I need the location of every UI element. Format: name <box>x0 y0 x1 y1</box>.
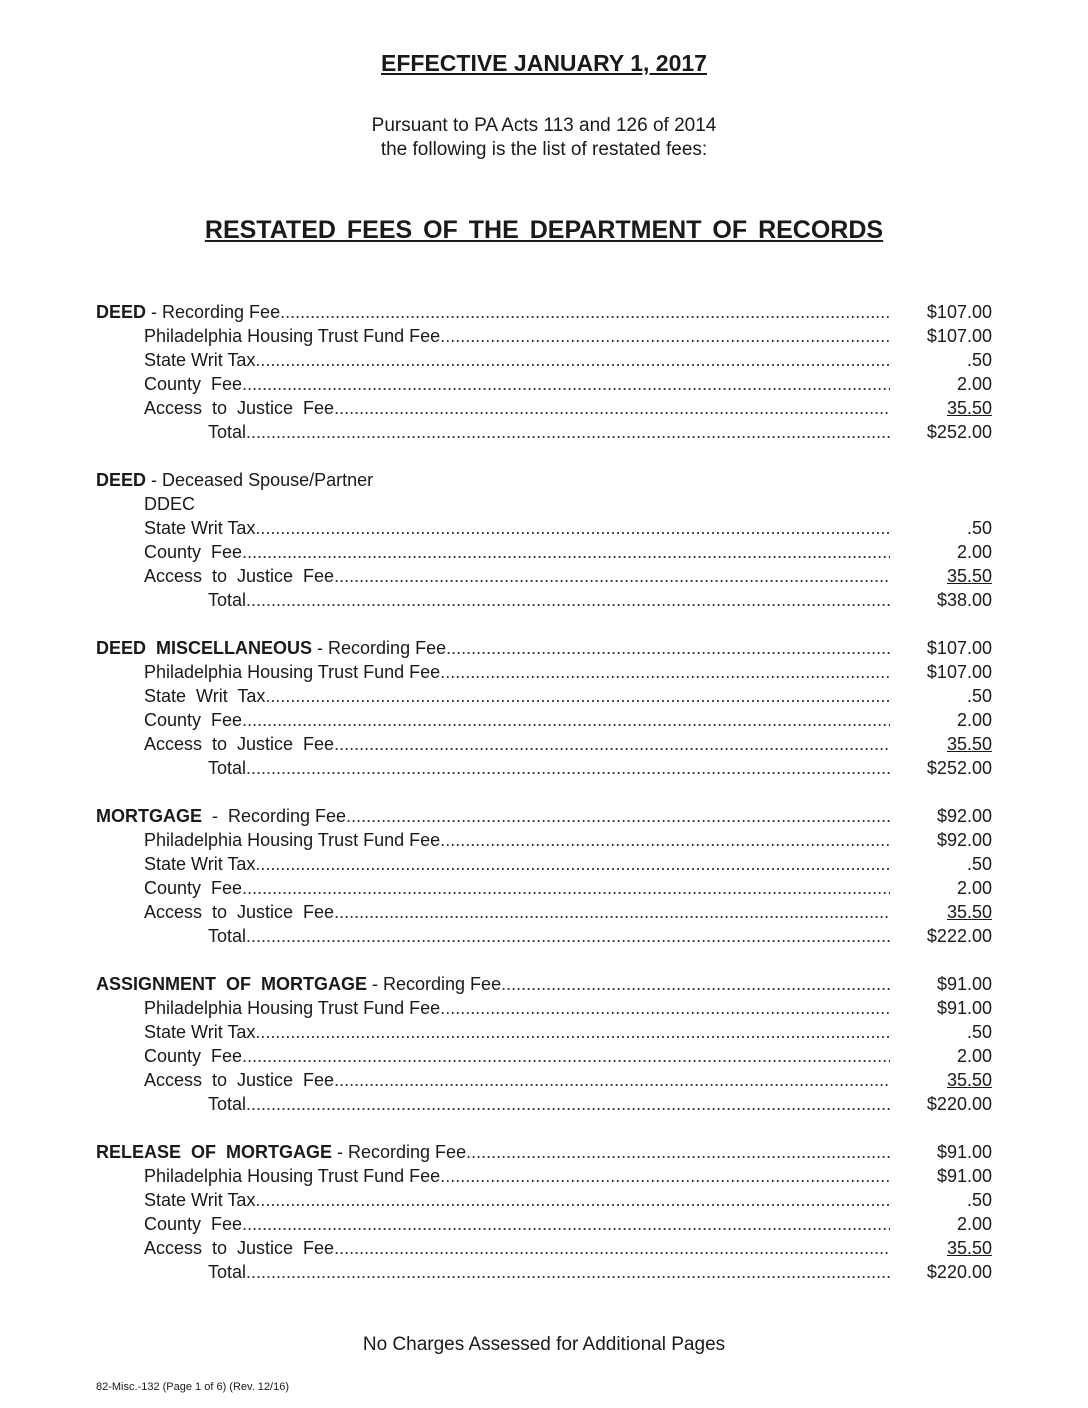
fee-row <box>96 1212 992 1236</box>
dot-leader <box>334 1068 890 1092</box>
fee-amount: $252.00 <box>926 422 992 442</box>
intro-line-1: Pursuant to PA Acts 113 and 126 of 2014 <box>371 115 717 136</box>
total-row-amount <box>896 1092 992 1116</box>
fee-amount: .50 <box>966 1190 992 1210</box>
fee-label: County Fee <box>144 542 243 562</box>
dot-leader <box>246 924 890 948</box>
fee-label: Philadelphia Housing Trust Fund Fee <box>144 326 441 346</box>
fee-amount: $91.00 <box>936 1142 992 1162</box>
fee-amount: .50 <box>966 686 992 706</box>
fee-row-label <box>96 1188 255 1212</box>
fee-amount: .50 <box>966 1022 992 1042</box>
fee-row-label <box>96 1068 334 1092</box>
total-row-amount <box>896 420 992 444</box>
total-label: Total <box>208 422 247 442</box>
dot-leader <box>255 1188 890 1212</box>
fee-row-label <box>96 708 242 732</box>
dot-leader <box>334 564 890 588</box>
fee-row-label <box>96 1236 334 1260</box>
fee-row <box>96 348 992 372</box>
fee-row-label <box>96 684 265 708</box>
fee-row <box>96 732 992 756</box>
total-row <box>96 1092 992 1116</box>
form-identifier: 82-Misc.-132 (Page 1 of 6) (Rev. 12/16) <box>96 1381 289 1393</box>
fee-amount: $220.00 <box>926 1262 992 1282</box>
dot-leader <box>334 900 890 924</box>
fee-label: County Fee <box>144 878 243 898</box>
fee-row-amount <box>896 324 992 348</box>
dot-leader <box>501 972 890 996</box>
section-heading-rest: - Recording Fee <box>202 806 347 826</box>
fee-row-amount <box>896 852 992 876</box>
total-row-amount <box>896 1260 992 1284</box>
fee-amount: $38.00 <box>936 590 992 610</box>
dot-leader <box>334 1236 890 1260</box>
fee-amount: $92.00 <box>936 830 992 850</box>
fee-amount: $107.00 <box>926 302 992 322</box>
dot-leader <box>246 756 890 780</box>
fee-row-amount <box>896 348 992 372</box>
dot-leader <box>440 324 890 348</box>
fee-amount: 2.00 <box>956 878 992 898</box>
fee-amount: 2.00 <box>956 542 992 562</box>
section-heading-label <box>96 972 501 996</box>
page-title: RESTATED FEES OF THE DEPARTMENT OF RECORDS <box>204 216 884 244</box>
section-heading <box>96 636 992 660</box>
total-label: Total <box>208 590 247 610</box>
fee-label: County Fee <box>144 1046 243 1066</box>
fee-row <box>96 1164 992 1188</box>
fee-amount: 35.50 <box>946 902 992 922</box>
fee-section <box>96 972 992 1116</box>
footer-note: No Charges Assessed for Additional Pages <box>362 1334 726 1355</box>
dot-leader <box>255 516 890 540</box>
total-row-amount <box>896 924 992 948</box>
fee-amount: 2.00 <box>956 1046 992 1066</box>
section-heading-bold: MORTGAGE <box>96 806 202 826</box>
intro-line-2: the following is the list of restated fees: <box>380 139 708 160</box>
fee-row-label <box>96 1212 242 1236</box>
fee-row-amount <box>896 732 992 756</box>
section-heading-rest: - Recording Fee <box>332 1142 467 1162</box>
total-row-label <box>96 756 246 780</box>
dot-leader <box>246 1260 890 1284</box>
dot-leader <box>242 540 890 564</box>
fee-amount: $222.00 <box>926 926 992 946</box>
fee-row-label <box>96 876 242 900</box>
section-heading-rest: - Recording Fee <box>367 974 502 994</box>
fee-amount: .50 <box>966 854 992 874</box>
fee-row-amount <box>896 372 992 396</box>
fee-row <box>96 1068 992 1092</box>
section-sub-label: DDEC <box>144 494 196 514</box>
fee-row-amount <box>896 1188 992 1212</box>
dot-leader <box>246 420 890 444</box>
dot-leader <box>440 1164 890 1188</box>
section-sub-row-label <box>96 492 195 516</box>
fee-label: Philadelphia Housing Trust Fund Fee <box>144 998 441 1018</box>
fee-amount: $107.00 <box>926 662 992 682</box>
fee-row-amount <box>896 1068 992 1092</box>
fee-row <box>96 516 992 540</box>
fee-row <box>96 540 992 564</box>
fee-amount: $220.00 <box>926 1094 992 1114</box>
fee-row <box>96 708 992 732</box>
fee-row-amount <box>896 828 992 852</box>
fee-label: Access to Justice Fee <box>144 1238 335 1258</box>
fee-label: County Fee <box>144 374 243 394</box>
fee-row-label <box>96 372 242 396</box>
fee-row <box>96 828 992 852</box>
fee-row-amount <box>896 660 992 684</box>
section-heading <box>96 804 992 828</box>
total-row <box>96 588 992 612</box>
section-heading-bold: DEED MISCELLANEOUS <box>96 638 313 658</box>
section-heading-label <box>96 300 280 324</box>
fee-label: State Writ Tax <box>144 686 266 706</box>
fee-row-label <box>96 1044 242 1068</box>
fee-row-amount <box>896 564 992 588</box>
fee-row-label <box>96 996 440 1020</box>
fee-amount: $107.00 <box>926 326 992 346</box>
fee-amount: 35.50 <box>946 566 992 586</box>
total-row-label <box>96 1092 246 1116</box>
section-heading-bold: DEED <box>96 470 147 490</box>
section-heading-label <box>96 804 346 828</box>
fee-section <box>96 636 992 780</box>
fee-row-amount <box>896 1212 992 1236</box>
section-heading-amount <box>896 636 992 660</box>
dot-leader <box>265 684 890 708</box>
fee-row-label <box>96 828 440 852</box>
total-row <box>96 756 992 780</box>
fee-row-amount <box>896 396 992 420</box>
section-sub-row <box>96 492 992 516</box>
total-row-label <box>96 588 246 612</box>
fee-label: Access to Justice Fee <box>144 398 335 418</box>
fee-row-amount <box>896 1164 992 1188</box>
total-row-label <box>96 924 246 948</box>
section-heading-rest: - Recording Fee <box>312 638 447 658</box>
fee-section <box>96 804 992 948</box>
section-heading-amount <box>896 300 992 324</box>
section-heading-amount <box>896 1140 992 1164</box>
section-heading-bold: DEED <box>96 302 147 322</box>
fee-row <box>96 996 992 1020</box>
total-row <box>96 924 992 948</box>
dot-leader <box>446 636 890 660</box>
fee-section <box>96 468 992 612</box>
fee-row-amount <box>896 1020 992 1044</box>
fee-label: County Fee <box>144 710 243 730</box>
fee-row <box>96 564 992 588</box>
fee-amount: $91.00 <box>936 998 992 1018</box>
fee-label: County Fee <box>144 1214 243 1234</box>
fee-row-amount <box>896 540 992 564</box>
fee-row <box>96 1188 992 1212</box>
fee-amount: 35.50 <box>946 1238 992 1258</box>
section-heading <box>96 300 992 324</box>
fee-amount: 35.50 <box>946 734 992 754</box>
fee-label: Philadelphia Housing Trust Fund Fee <box>144 830 441 850</box>
fee-amount: $107.00 <box>926 638 992 658</box>
section-heading-amount <box>896 804 992 828</box>
fee-row-amount <box>896 876 992 900</box>
dot-leader <box>242 372 890 396</box>
fee-amount: $91.00 <box>936 1166 992 1186</box>
fee-label: Philadelphia Housing Trust Fund Fee <box>144 1166 441 1186</box>
dot-leader <box>255 1020 890 1044</box>
fee-row-label <box>96 852 255 876</box>
fee-row <box>96 900 992 924</box>
fee-row <box>96 684 992 708</box>
dot-leader <box>440 660 890 684</box>
intro-text <box>0 114 1088 162</box>
fee-label: Access to Justice Fee <box>144 902 335 922</box>
total-row-label <box>96 420 246 444</box>
dot-leader <box>440 996 890 1020</box>
fee-row-label <box>96 516 255 540</box>
fee-row-label <box>96 732 334 756</box>
fee-row-amount <box>896 708 992 732</box>
section-heading-bold: RELEASE OF MORTGAGE <box>96 1142 333 1162</box>
fee-section <box>96 300 992 444</box>
dot-leader <box>466 1140 890 1164</box>
fee-amount: $252.00 <box>926 758 992 778</box>
fee-row <box>96 372 992 396</box>
total-row-amount <box>896 756 992 780</box>
section-heading-label <box>96 636 446 660</box>
total-label: Total <box>208 1094 247 1114</box>
fee-row-label <box>96 1164 440 1188</box>
fee-row-label <box>96 900 334 924</box>
fee-amount: .50 <box>966 350 992 370</box>
total-label: Total <box>208 758 247 778</box>
dot-leader <box>242 708 890 732</box>
fee-amount: 35.50 <box>946 398 992 418</box>
dot-leader <box>440 828 890 852</box>
fee-row <box>96 852 992 876</box>
section-heading-amount <box>896 972 992 996</box>
fee-row <box>96 1020 992 1044</box>
section-heading-label <box>96 1140 466 1164</box>
total-row-amount <box>896 588 992 612</box>
fee-label: Access to Justice Fee <box>144 1070 335 1090</box>
fee-amount: .50 <box>966 518 992 538</box>
total-row-label <box>96 1260 246 1284</box>
fee-amount: 2.00 <box>956 374 992 394</box>
section-heading-rest: - Deceased Spouse/Partner <box>146 470 374 490</box>
dot-leader <box>255 852 890 876</box>
fee-label: State Writ Tax <box>144 1022 256 1042</box>
fee-label: State Writ Tax <box>144 518 256 538</box>
fee-amount: $92.00 <box>936 806 992 826</box>
fee-row-label <box>96 564 334 588</box>
fee-label: State Writ Tax <box>144 350 256 370</box>
total-label: Total <box>208 926 247 946</box>
dot-leader <box>242 876 890 900</box>
fee-row-amount <box>896 1236 992 1260</box>
fee-amount: 35.50 <box>946 1070 992 1090</box>
fee-amount: 2.00 <box>956 1214 992 1234</box>
fee-row-label <box>96 1020 255 1044</box>
fee-label: Access to Justice Fee <box>144 566 335 586</box>
fee-label: Access to Justice Fee <box>144 734 335 754</box>
fee-row-label <box>96 324 440 348</box>
fee-row-amount <box>896 684 992 708</box>
fee-row-amount <box>896 516 992 540</box>
fee-schedule <box>96 300 992 1308</box>
fee-label: State Writ Tax <box>144 854 256 874</box>
dot-leader <box>255 348 890 372</box>
fee-row-amount <box>896 1044 992 1068</box>
section-heading <box>96 1140 992 1164</box>
fee-row-amount <box>896 900 992 924</box>
fee-row-label <box>96 540 242 564</box>
fee-row-amount <box>896 996 992 1020</box>
fee-amount: 2.00 <box>956 710 992 730</box>
fee-label: Philadelphia Housing Trust Fund Fee <box>144 662 441 682</box>
dot-leader <box>242 1212 890 1236</box>
fee-row-label <box>96 348 255 372</box>
dot-leader <box>280 300 890 324</box>
fee-label: State Writ Tax <box>144 1190 256 1210</box>
fee-row <box>96 324 992 348</box>
fee-row <box>96 876 992 900</box>
fee-amount: $91.00 <box>936 974 992 994</box>
section-heading <box>96 972 992 996</box>
effective-date-heading: EFFECTIVE JANUARY 1, 2017 <box>381 50 707 76</box>
section-heading-bold: ASSIGNMENT OF MORTGAGE <box>96 974 368 994</box>
total-label: Total <box>208 1262 247 1282</box>
fee-row <box>96 1236 992 1260</box>
fee-row-label <box>96 396 334 420</box>
fee-row <box>96 396 992 420</box>
fee-row <box>96 660 992 684</box>
fee-section <box>96 1140 992 1284</box>
dot-leader <box>246 588 890 612</box>
fee-row-label <box>96 660 440 684</box>
section-heading-rest: - Recording Fee <box>146 302 281 322</box>
total-row <box>96 1260 992 1284</box>
dot-leader <box>346 804 890 828</box>
dot-leader <box>246 1092 890 1116</box>
total-row <box>96 420 992 444</box>
dot-leader <box>334 732 890 756</box>
section-heading-label <box>96 468 373 492</box>
fee-row <box>96 1044 992 1068</box>
dot-leader <box>334 396 890 420</box>
section-heading <box>96 468 992 492</box>
dot-leader <box>242 1044 890 1068</box>
